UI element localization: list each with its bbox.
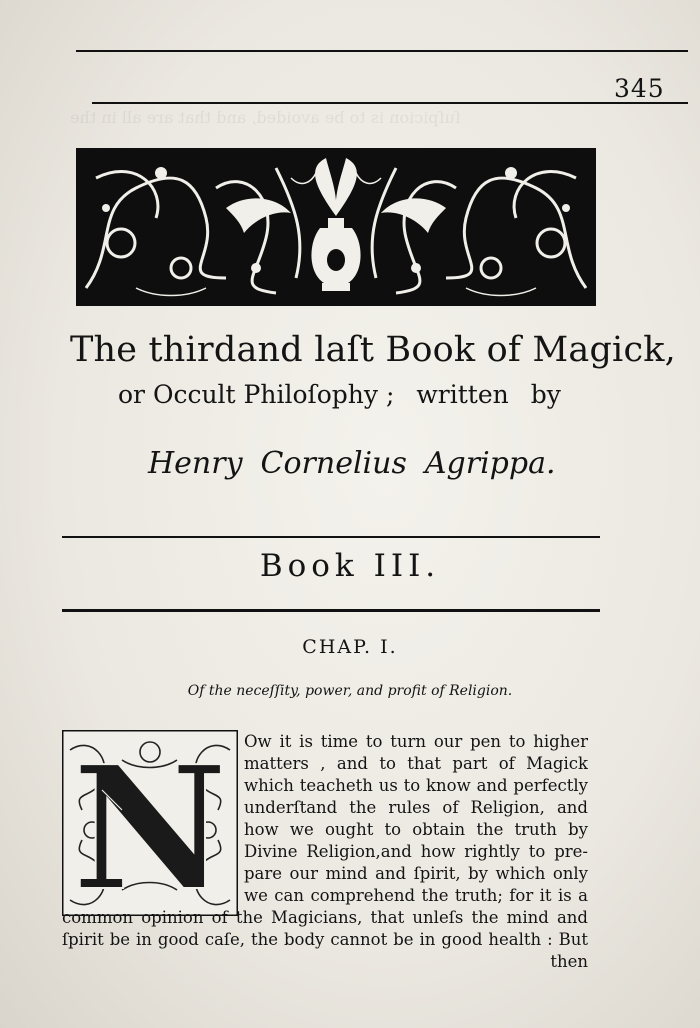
initial-letter: N	[72, 730, 228, 916]
author-name	[148, 446, 648, 481]
book-subtitle-line	[118, 380, 678, 409]
subtitle-part: by	[530, 380, 561, 409]
chapter-heading: CHAP. I.	[302, 636, 398, 658]
text-line: pare our mind and ſpirit, by which only	[244, 864, 588, 883]
text-line: ſpirit be in good caſe, the body cannot be in good health : But	[62, 930, 588, 949]
top-rule	[76, 50, 688, 52]
subtitle-part: written	[416, 380, 509, 409]
subtitle-part: or Occult Philoſophy ;	[118, 380, 395, 409]
header-rule	[92, 102, 688, 104]
book-bottom-rule	[62, 609, 600, 612]
text-line: Ow it is time to turn our pen to higher	[244, 732, 588, 751]
decorated-initial-icon	[62, 730, 238, 916]
author-part: Cornelius	[260, 446, 407, 481]
text-line: common opinion of the Magicians, that unleſs the mind and	[62, 908, 588, 927]
text-line: we can comprehend the truth; for it is a	[244, 886, 588, 905]
author-part: Henry	[148, 446, 243, 481]
author-part: Agrippa.	[424, 446, 556, 481]
book-top-rule	[62, 536, 600, 538]
book-heading: Book III.	[259, 548, 441, 584]
book-title-line: The thirdand laſt Book of Magick,	[70, 330, 676, 370]
page-number: 345	[614, 74, 665, 103]
text-line: then	[550, 952, 588, 971]
bleed-through: ſuſpicion is to be avoided, and that are all in the	[70, 108, 461, 127]
text-line: Divine Religion,and how rightly to pre-	[244, 842, 588, 861]
text-line: how we ought to obtain the truth by	[244, 820, 588, 839]
text-line: which teacheth us to know and perfectly	[244, 776, 588, 795]
text-line: underſtand the rules of Religion, and	[244, 798, 588, 817]
chapter-title: Of the neceſſity, power, and profit of Religion.	[187, 683, 513, 699]
headpiece-ornament-icon	[76, 148, 596, 306]
text-line: matters , and to that part of Magick	[244, 754, 588, 773]
